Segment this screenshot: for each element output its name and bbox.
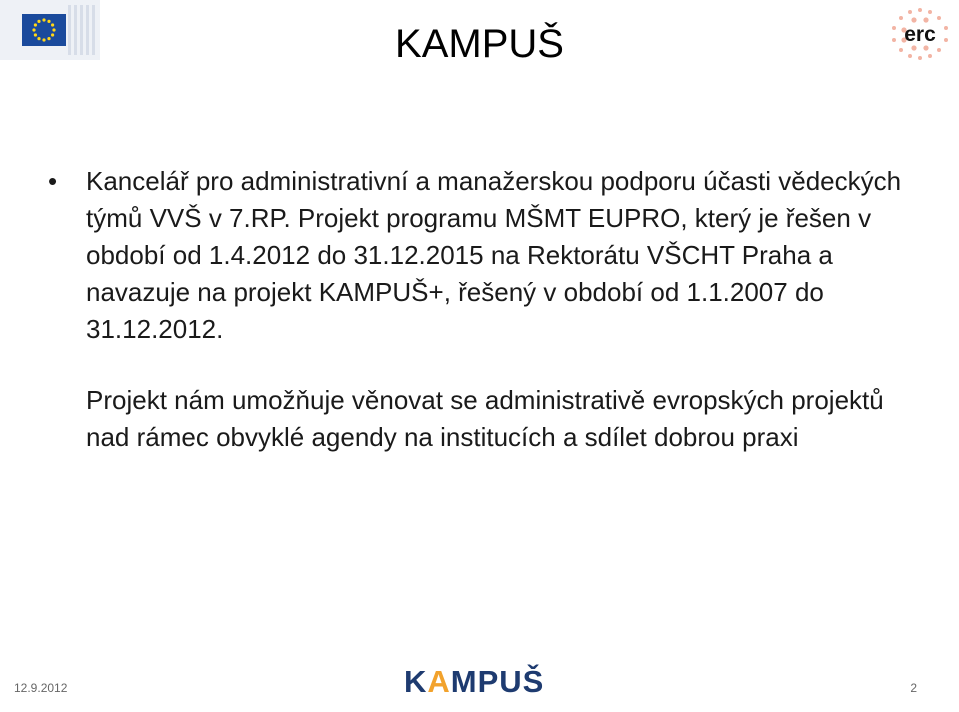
slide-title: KAMPUŠ [395,22,564,66]
body-paragraph [48,382,928,456]
erc-logo-text: erc [904,23,936,46]
slide-body [48,163,928,456]
paragraph-text: Kancelář pro administrativní a manažerskou podporu účasti vědeckých týmů VVŠ v 7.RP. Projekt programu MŠMT EUPRO, který je řešen v období od 1.4.2012 do 31.12.2015 na Rektorátu VŠCHT Praha a navazuje na projekt KAMPUŠ+, řešený v období od 1.1.2007 do 31.12.2012. [86,166,902,344]
kampus-logo-a: A [427,664,451,699]
page-number: 2 [910,681,917,695]
kampus-logo-rest: MPUŠ [450,664,545,699]
kampus-footer-logo [404,664,544,700]
footer-date: 12.9.2012 [14,681,68,695]
bullet-marker: • [48,166,58,196]
paragraph-text: Projekt nám umožňuje věnovat se administrativě evropských projektů nad rámec obvyklé agendy na institucích a sdílet dobrou praxi [86,385,884,452]
kampus-logo-k: K [404,664,428,699]
bullet-paragraph [48,163,928,348]
